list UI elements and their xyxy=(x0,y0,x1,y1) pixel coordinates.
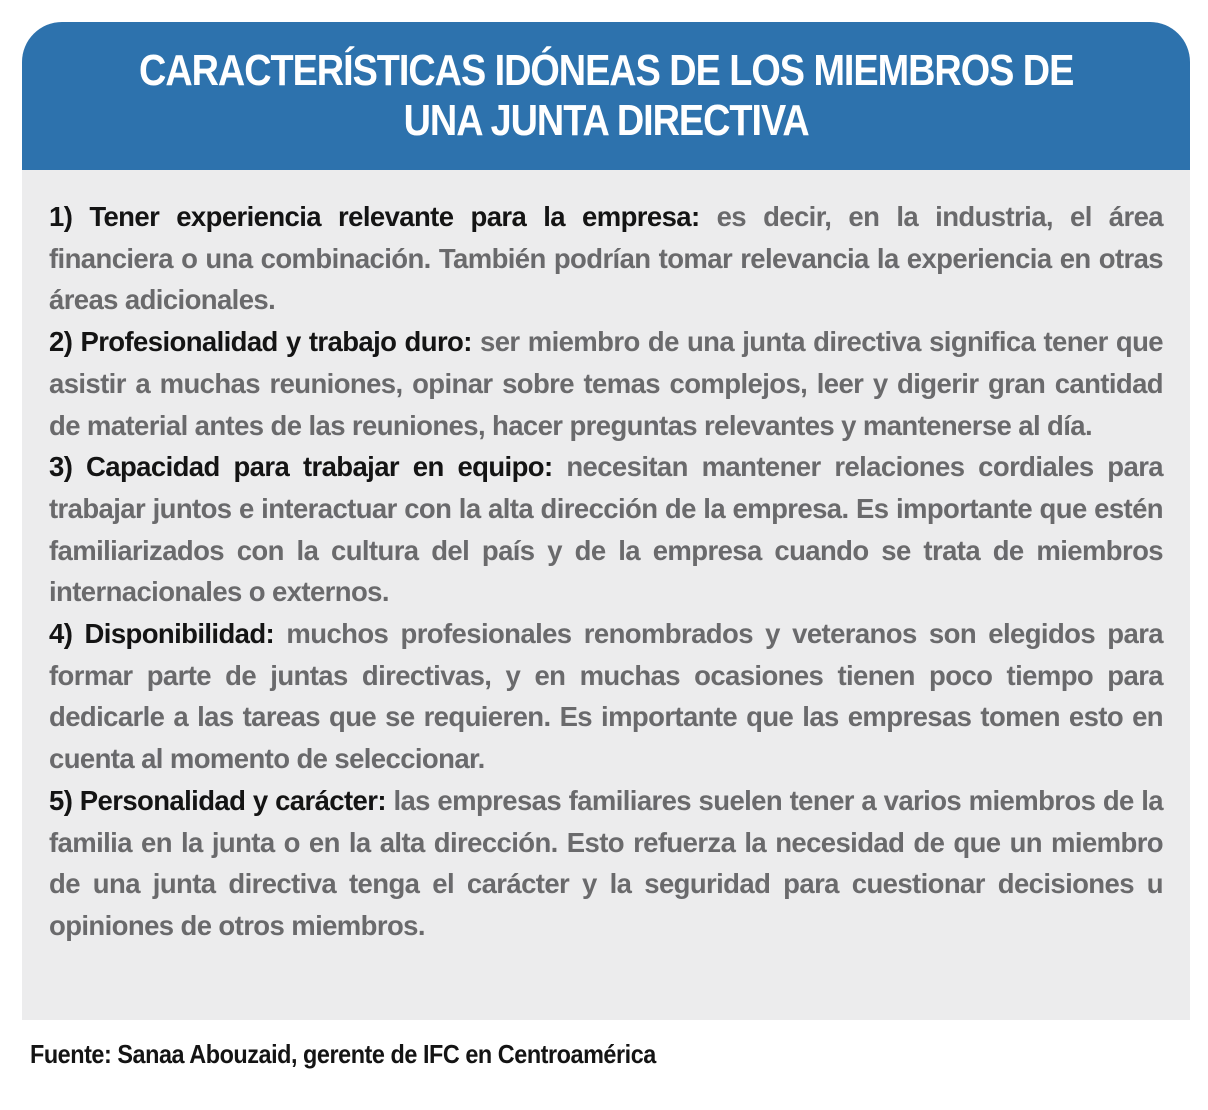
item-lead: 1) Tener experiencia relevante para la empresa: xyxy=(49,201,700,232)
list-item xyxy=(49,613,1163,780)
list-item xyxy=(49,321,1163,446)
source-caption: Fuente: Sanaa Abouzaid, gerente de IFC en Centroamérica xyxy=(30,1039,656,1069)
item-lead: 4) Disponibilidad: xyxy=(49,618,275,650)
card-title: CARACTERÍSTICAS IDÓNEAS DE LOS MIEMBROS DE UNA JUNTA DIRECTIVA xyxy=(138,46,1074,145)
item-lead: 2) Profesionalidad y trabajo duro: xyxy=(49,326,472,358)
list-item xyxy=(49,196,1163,321)
list-item xyxy=(49,780,1163,947)
card-header xyxy=(22,22,1190,170)
list-item xyxy=(49,446,1163,613)
item-lead: 3) Capacidad para trabajar en equipo: xyxy=(49,451,553,483)
item-lead: 5) Personalidad y carácter: xyxy=(49,784,386,816)
item-body: las empresas familiares suelen tener a varios miembros de la familia en la junta o en la alta dirección. Esto refuerza la necesidad de que un miembro de una junta directiva tenga el carácter y la seguridad para cuestionar decisiones u opiniones de otros miembros. xyxy=(49,784,1163,941)
card-content xyxy=(22,170,1190,947)
item-body: es decir, en la industria, el área financiera o una combinación. También podrían tomar relevancia la experiencia en otras áreas adicionales. xyxy=(49,201,1163,316)
item-body: necesitan mantener relaciones cordiales para trabajar juntos e interactuar con la alta dirección de la empresa. Es importante que estén familiarizados con la cultura del país y de la empresa cuando se trata de miembros internacionales o externos. xyxy=(49,451,1163,608)
item-body: muchos profesionales renombrados y veteranos son elegidos para formar parte de juntas directivas, y en muchas ocasiones tienen poco tiempo para dedicarle a las tareas que se requieren. Es importante que las empresas tomen esto en cuenta al momento de seleccionar. xyxy=(49,618,1163,775)
item-body: ser miembro de una junta directiva significa tener que asistir a muchas reuniones, opinar sobre temas complejos, leer y digerir gran cantidad de material antes de las reuniones, hacer preguntas relevantes y mantenerse al día. xyxy=(49,326,1163,441)
info-card xyxy=(22,22,1190,1020)
